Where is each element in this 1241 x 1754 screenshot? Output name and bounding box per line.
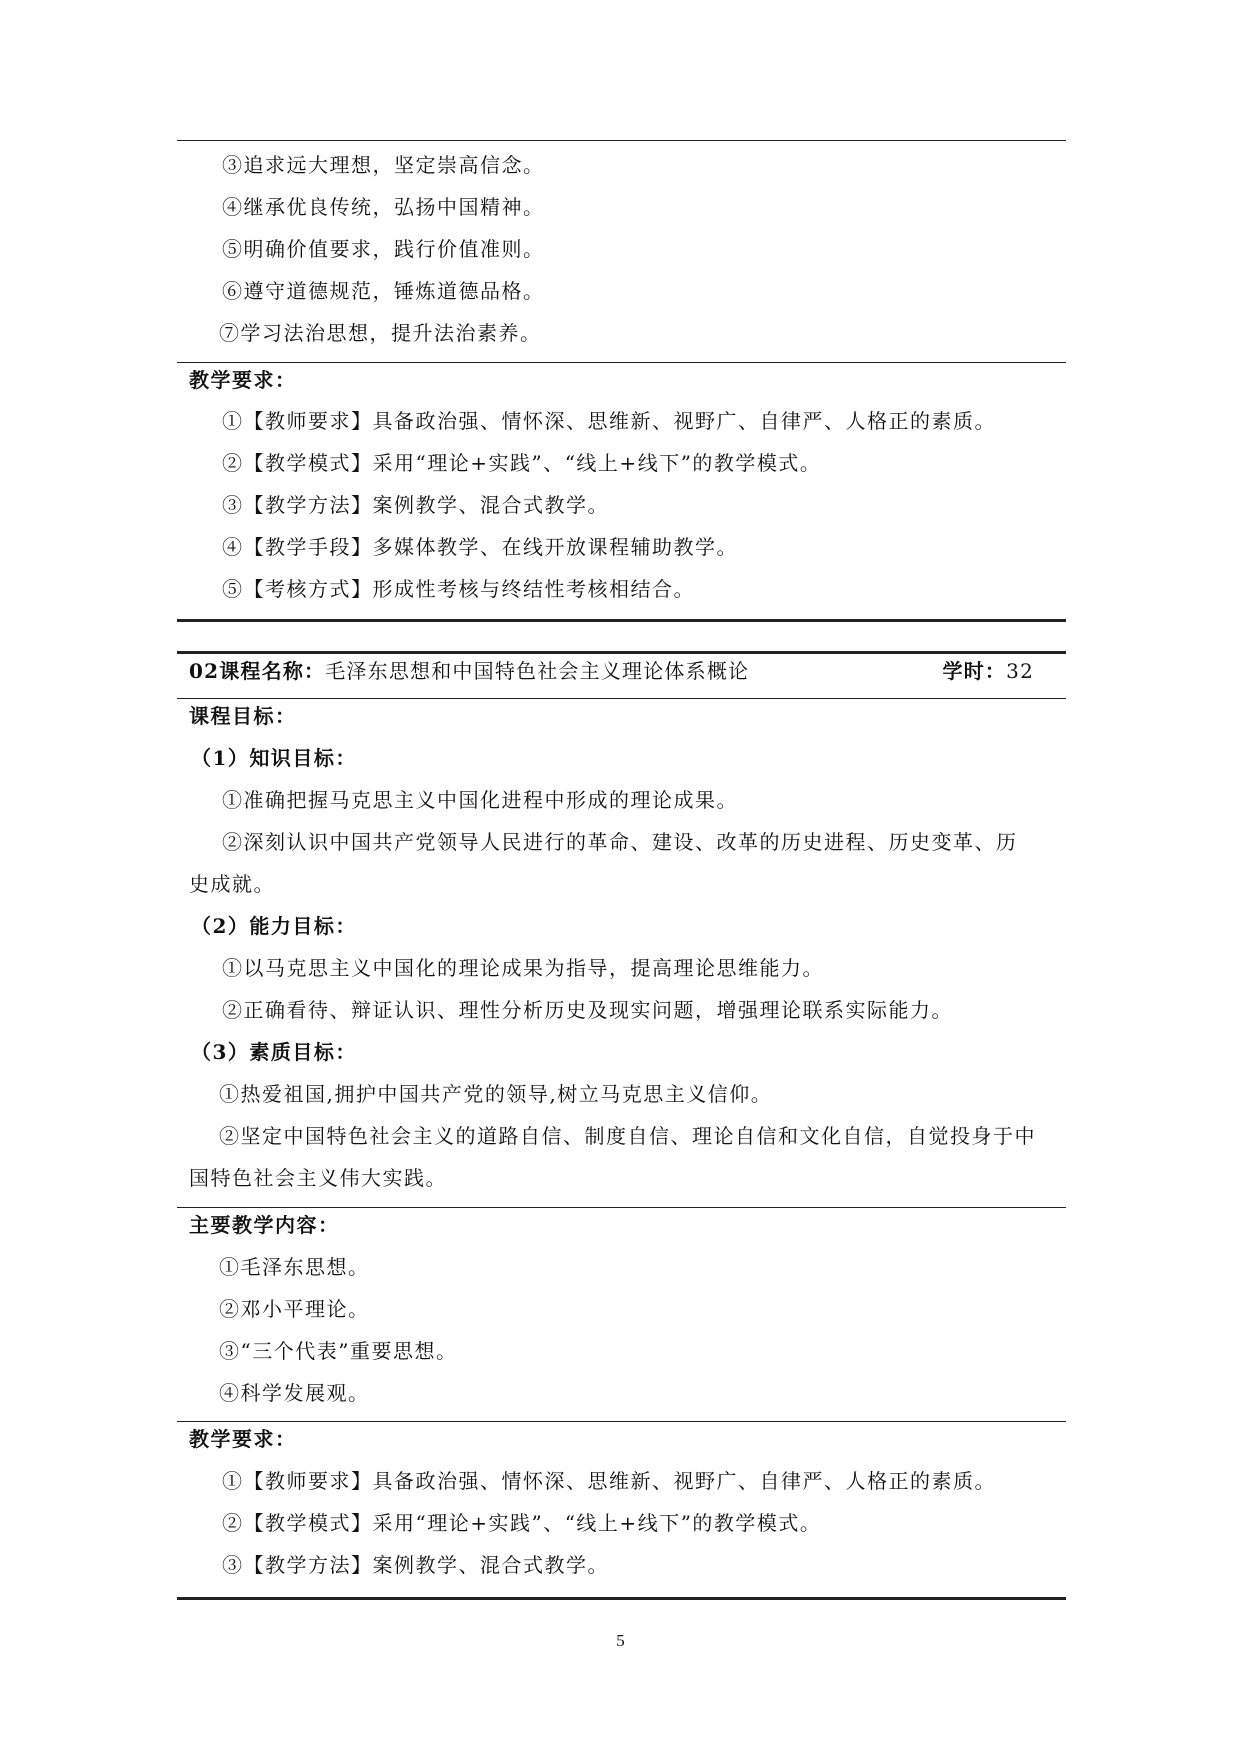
- section-start-rule: [177, 651, 1066, 654]
- requirement-item: ③【教学方法】案例教学、混合式教学。: [222, 493, 609, 517]
- course-hours: [943, 657, 1034, 685]
- requirement-item: ①【教师要求】具备政治强、情怀深、思维新、视野广、自律严、人格正的素质。: [222, 409, 996, 433]
- knowledge-item-cont: 史成就。: [189, 872, 275, 896]
- requirements-heading: 教学要求：: [189, 368, 297, 392]
- requirement-item: ⑤【考核方式】形成性考核与终结性考核相结合。: [222, 577, 695, 601]
- quality-item-cont: 国特色社会主义伟大实践。: [189, 1166, 447, 1190]
- section-end-rule: [177, 619, 1066, 622]
- goal-item: ⑦学习法治思想，提升法治素养。: [219, 321, 542, 345]
- divider: [177, 1207, 1066, 1208]
- knowledge-item: ②深刻认识中国共产党领导人民进行的革命、建设、改革的历史进程、历史变革、历: [222, 830, 1018, 854]
- top-rule: [177, 140, 1066, 141]
- requirement-item: ④【教学手段】多媒体教学、在线开放课程辅助教学。: [222, 535, 738, 559]
- content-item: ①毛泽东思想。: [219, 1255, 370, 1279]
- quality-heading: （3）素质目标：: [191, 1040, 357, 1064]
- hours-value: 32: [1006, 659, 1034, 683]
- quality-item: ①热爱祖国,拥护中国共产党的领导,树立马克思主义信仰。: [219, 1082, 773, 1106]
- divider: [177, 1421, 1066, 1422]
- content-item: ③“三个代表”重要思想。: [219, 1339, 458, 1363]
- page-number: 5: [616, 1631, 625, 1650]
- requirement-item: ③【教学方法】案例教学、混合式教学。: [222, 1553, 609, 1577]
- ability-item: ②正确看待、辩证认识、理性分析历史及现实问题，增强理论联系实际能力。: [222, 998, 953, 1022]
- section-end-rule: [177, 1597, 1066, 1600]
- requirement-item: ①【教师要求】具备政治强、情怀深、思维新、视野广、自律严、人格正的素质。: [222, 1469, 996, 1493]
- course-name: 毛泽东思想和中国特色社会主义理论体系概论: [325, 659, 750, 683]
- ability-item: ①以马克思主义中国化的理论成果为指导，提高理论思维能力。: [222, 956, 824, 980]
- content-item: ④科学发展观。: [219, 1381, 370, 1405]
- content-item: ②邓小平理论。: [219, 1297, 370, 1321]
- requirement-item: ②【教学模式】采用“理论+实践”、“线上+线下”的教学模式。: [222, 451, 822, 475]
- goal-item: ④继承优良传统，弘扬中国精神。: [222, 195, 545, 219]
- requirements-heading: 教学要求：: [189, 1427, 297, 1451]
- goal-item: ③追求远大理想，坚定崇高信念。: [222, 153, 545, 177]
- requirement-item: ②【教学模式】采用“理论+实践”、“线上+线下”的教学模式。: [222, 1511, 822, 1535]
- goal-item: ⑤明确价值要求，践行价值准则。: [222, 237, 545, 261]
- quality-item: ②坚定中国特色社会主义的道路自信、制度自信、理论自信和文化自信，自觉投身于中: [219, 1124, 1036, 1148]
- divider: [177, 698, 1066, 699]
- goals-heading: 课程目标：: [189, 704, 297, 728]
- content-heading: 主要教学内容：: [189, 1213, 340, 1237]
- course-prefix: 02课程名称：: [189, 659, 326, 683]
- divider: [177, 362, 1066, 363]
- knowledge-heading: （1）知识目标：: [191, 746, 357, 770]
- goal-item: ⑥遵守道德规范，锤炼道德品格。: [222, 279, 545, 303]
- ability-heading: （2）能力目标：: [191, 914, 357, 938]
- knowledge-item: ①准确把握马克思主义中国化进程中形成的理论成果。: [222, 788, 738, 812]
- hours-label: 学时：: [942, 659, 1007, 683]
